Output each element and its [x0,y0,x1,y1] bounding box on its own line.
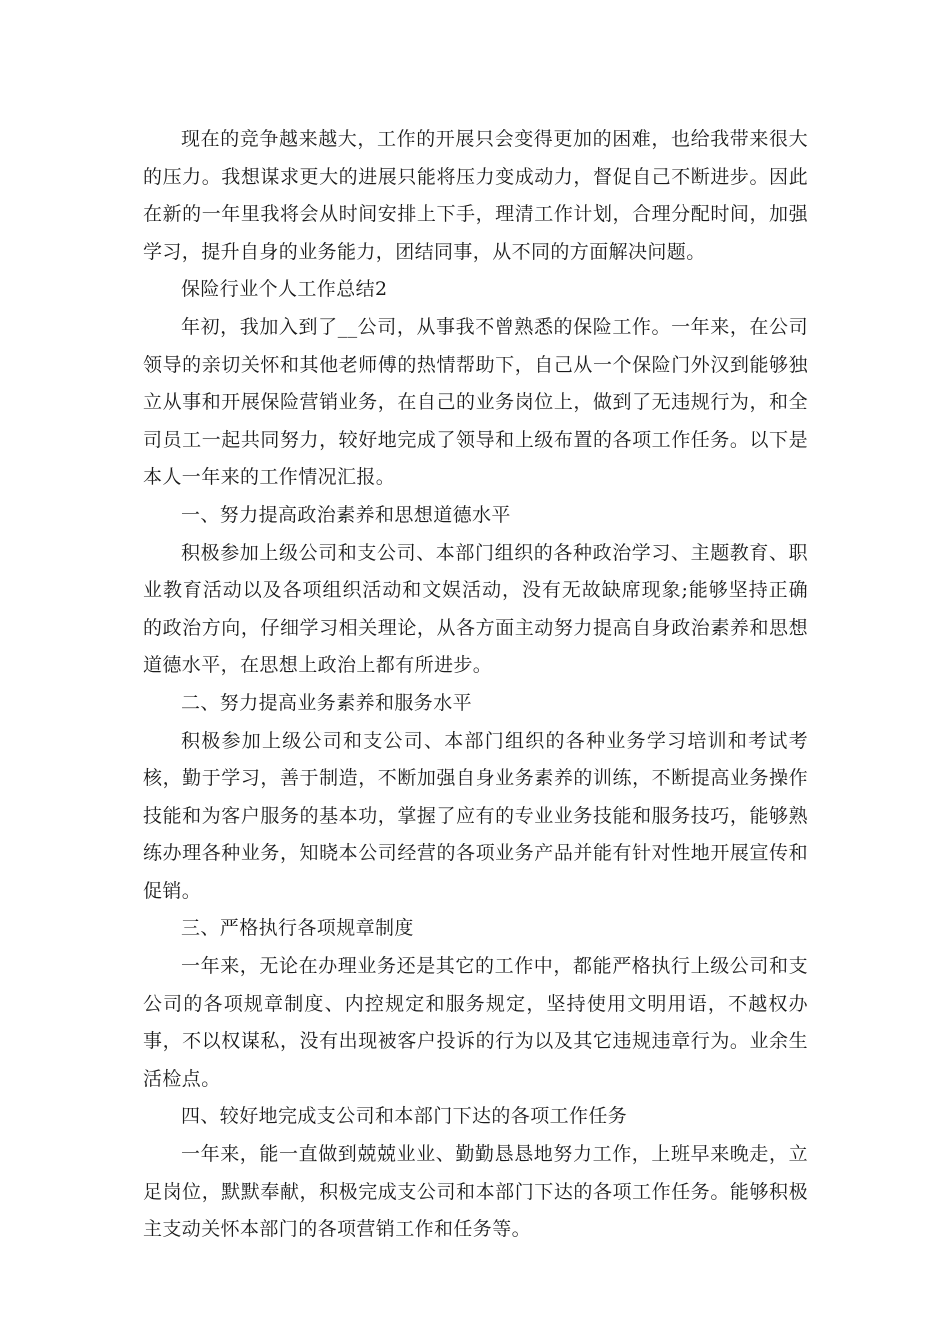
section-title-summary-2: 保险行业个人工作总结2 [181,278,388,301]
paragraph-business-quality: 积极参加上级公司和支公司、本部门组织的各种业务学习培训和考试考核，勤于学习，善于制造，不断加强自身业务素养的训练，不断提高业务操作技能和为客户服务的基本功，掌握了应有的专业业务技能和服务技巧，能够熟练办理各种业务，知晓本公司经营的各项业务产品并能有针对性地开展宣传和促销。 [143,729,808,902]
heading-business-quality: 二、努力提高业务素养和服务水平 [181,691,473,714]
paragraph-political-quality: 积极参加上级公司和支公司、本部门组织的各种政治学习、主题教育、职业教育活动以及各项组织活动和文娱活动，没有无故缺席现象;能够坚持正确的政治方向，仔细学习相关理论，从各方面主动努力提高自身政治素养和思想道德水平，在思想上政治上都有所进步。 [143,541,808,677]
paragraph-tasks: 一年来，能一直做到兢兢业业、勤勤恳恳地努力工作，上班早来晚走，立足岗位，默默奉献，积极完成支公司和本部门下达的各项工作任务。能够积极主支动关怀本部门的各项营销工作和任务等。 [143,1143,808,1241]
paragraph-intro: 年初，我加入到了__公司，从事我不曾熟悉的保险工作。一年来，在公司领导的亲切关怀和其他老师傅的热情帮助下，自己从一个保险门外汉到能够独立从事和开展保险营销业务，在自己的业务岗位上，做到了无违规行为，和全司员工一起共同努力，较好地完成了领导和上级布置的各项工作任务。以下是本人一年来的工作情况汇报。 [143,315,808,489]
paragraph-competition-pressure: 现在的竞争越来越大，工作的开展只会变得更加的困难，也给我带来很大的压力。我想谋求更大的进展只能将压力变成动力，督促自己不断进步。因此在新的一年里我将会从时间安排上下手，理清工作计划，合理分配时间，加强学习，提升自身的业务能力，团结同事，从不同的方面解决问题。 [143,128,808,263]
paragraph-regulations: 一年来，无论在办理业务还是其它的工作中，都能严格执行上级公司和支公司的各项规章制度、内控规定和服务规定，坚持使用文明用语，不越权办事，不以权谋私，没有出现被客户投诉的行为以及其它违规违章行为。业余生活检点。 [143,955,808,1090]
document-page [143,121,808,1249]
heading-political-quality: 一、努力提高政治素养和思想道德水平 [181,503,511,526]
heading-tasks: 四、较好地完成支公司和本部门下达的各项工作任务 [181,1105,628,1128]
heading-regulations: 三、严格执行各项规章制度 [181,917,414,940]
